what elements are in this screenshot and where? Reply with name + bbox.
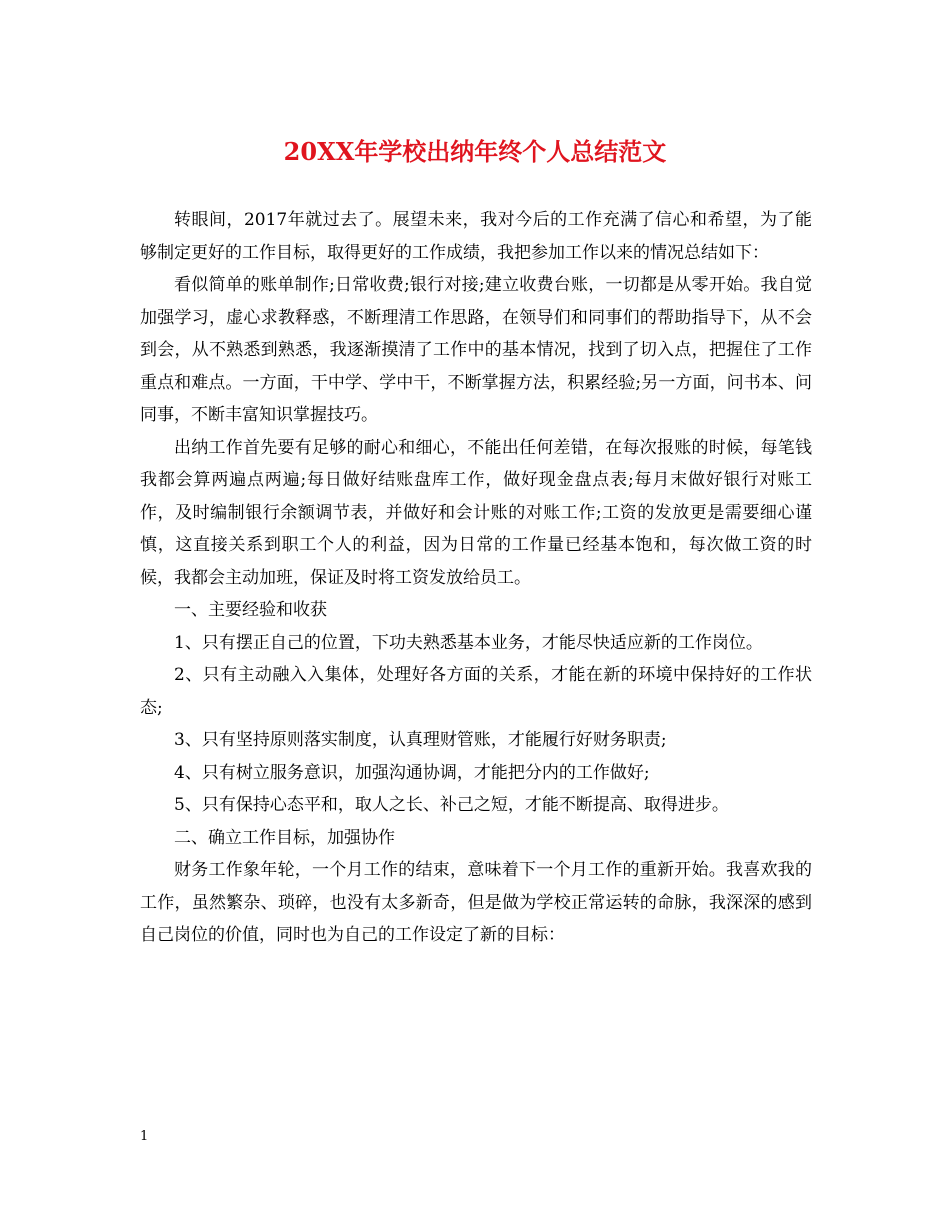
section-heading: 一、主要经验和收获 [174,600,327,620]
list-item: 2、只有主动融入入集体，处理好各方面的关系，才能在新的环境中保持好的工作状态; [140,665,812,718]
list-item: 4、只有树立服务意识，加强沟通协调，才能把分内的工作做好; [174,762,650,783]
list-item: 3、只有坚持原则落实制度，认真理财管账，才能履行好财务职责; [174,730,667,750]
section-heading: 二、确立工作目标，加强协作 [174,827,395,848]
paragraph: 财务工作象年轮，一个月工作的结束，意味着下一个月工作的重新开始。我喜欢我的工作，虽然繁杂、琐碎，也没有太多新奇，但是做为学校正常运转的命脉，我深深的感到自己岗位的价值，同时也为自己的工作设定了新的目标： [140,860,812,945]
document-body [140,204,812,952]
paragraph: 出纳工作首先要有足够的耐心和细心，不能出任何差错，在每次报账的时候，每笔钱我都会算两遍点两遍;每日做好结账盘库工作，做好现金盘点表;每月末做好银行对账工作，及时编制银行余额调节表，并做好和会计账的对账工作;工资的发放更是需要细心谨慎，这直接关系到职工个人的利益，因为日常的工作量已经基本饱和，每次做工资的时候，我都会主动加班，保证及时将工资发放给员工。 [140,437,812,588]
document-title: 20XX年学校出纳年终个人总结范文 [283,137,667,166]
page-number: 1 [140,1129,149,1144]
paragraph: 转眼间，2017年就过去了。展望未来，我对今后的工作充满了信心和希望，为了能够制定更好的工作目标，取得更好的工作成绩，我把参加工作以来的情况总结如下： [140,210,812,263]
list-item: 5、只有保持心态平和，取人之长、补己之短，才能不断提高、取得进步。 [174,795,729,815]
paragraph: 看似简单的账单制作;日常收费;银行对接;建立收费台账，一切都是从零开始。我自觉加强学习，虚心求教释惑，不断理清工作思路，在领导们和同事们的帮助指导下，从不会到会，从不熟悉到熟悉，我逐渐摸清了工作中的基本情况，找到了切入点，把握住了工作重点和难点。一方面，干中学、学中干，不断掌握方法，积累经验;另一方面，问书本、问同事，不断丰富知识掌握技巧。 [140,275,812,425]
list-item: 1、只有摆正自己的位置，下功夫熟悉基本业务，才能尽快适应新的工作岗位。 [174,632,763,653]
